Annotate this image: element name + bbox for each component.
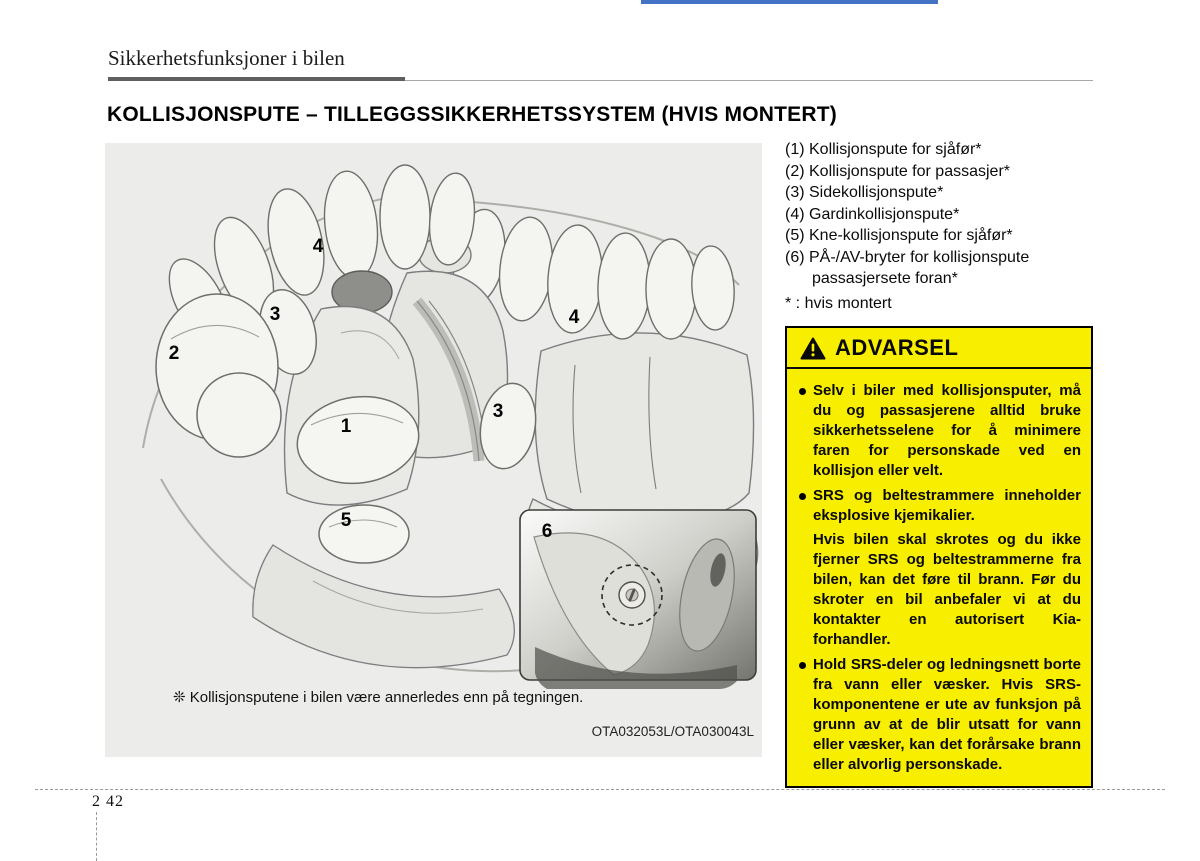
warning-bullet-2-subtext: Hvis bilen skal skrotes og du ikke fjerner SRS og beltestrammerne fra bilen, kan det føre til brann. Før du skroter en bil anbefaler vi at du kontakter en autorisert Kia-forhandler.	[813, 531, 1081, 648]
list-footnote: * : hvis montert	[785, 294, 892, 312]
warning-bullet-1-text: Selv i biler med kollisjonsputer, må du og passasjerene alltid bruke sikkerhetsselene for å minimere faren for personskade ved en kollisjon eller velt.	[813, 382, 1081, 479]
car-interior-illustration	[105, 143, 762, 757]
airbag-list	[785, 139, 1095, 290]
figure-label-knee-airbag: 5	[340, 510, 352, 531]
warning-icon	[800, 337, 826, 360]
airbag-list-item-6: (6) PÅ-/AV-bryter for kollisjonspute passasjersete foran*	[785, 248, 1030, 287]
warning-box	[785, 326, 1093, 788]
warning-bullet-2-text: SRS og beltestrammere inneholder eksplosive kjemikalier.	[813, 487, 1081, 524]
figure-label-side-left: 3	[269, 304, 281, 325]
header-rule-dark	[108, 77, 405, 81]
figure-label-driver-airbag: 1	[340, 416, 352, 437]
page-title: KOLLISJONSPUTE – TILLEGGSSIKKERHETSSYSTEM (HVIS MONTERT)	[107, 103, 837, 126]
seat-cushions	[253, 545, 515, 668]
warning-body	[787, 369, 1091, 786]
airbag-list-item-5: (5) Kne-kollisjonspute for sjåfør*	[785, 227, 1013, 244]
airbag-list-item-1: (1) Kollisjonspute for sjåfør*	[785, 141, 982, 158]
knee-airbag	[319, 505, 409, 563]
warning-header	[787, 328, 1091, 369]
warning-bullet-2	[799, 486, 1081, 526]
warning-title: ADVARSEL	[835, 335, 959, 360]
airbag-figure	[105, 143, 762, 757]
figure-label-curtain-right: 4	[568, 307, 580, 328]
warning-bullet-3	[799, 655, 1081, 775]
footer-crop-mark	[96, 812, 97, 861]
bullet-icon	[799, 388, 806, 395]
switch-inset	[520, 510, 756, 689]
right-column	[785, 139, 1095, 788]
figure-label-curtain-left: 4	[312, 236, 324, 257]
warning-bullet-3-text: Hold SRS-deler og ledningsnett borte fra vann eller væsker. Hvis SRS-komponentene er ute av funksjon på grunn av at de blir utsatt for vann eller væsker, kan det forårsake brann eller alvorlig personskade.	[813, 656, 1081, 773]
warning-bullet-1	[799, 381, 1081, 481]
bullet-icon	[799, 662, 806, 669]
airbag-list-item-4: (4) Gardinkollisjonspute*	[785, 205, 960, 223]
footer-dashed-rule	[35, 789, 1165, 790]
passenger-airbag	[156, 294, 281, 457]
figure-note: ❊ Kollisjonsputene i bilen være annerledes enn på tegningen.	[173, 689, 584, 706]
airbag-list-item-2: (2) Kollisjonspute for passasjer*	[785, 162, 1010, 180]
figure-label-passenger-airbag: 2	[168, 343, 180, 364]
figure-label-side-right: 3	[492, 401, 504, 422]
airbag-list-item-3: (3) Sidekollisjonspute*	[785, 184, 944, 201]
figure-image-code: OTA032053L/OTA030043L	[591, 724, 754, 739]
page-edge-artifact	[641, 0, 938, 4]
section-title: Sikkerhetsfunksjoner i bilen	[108, 46, 345, 70]
figure-label-switch: 6	[541, 521, 553, 542]
bullet-icon	[799, 493, 806, 500]
page-number: 2 42	[92, 793, 124, 810]
